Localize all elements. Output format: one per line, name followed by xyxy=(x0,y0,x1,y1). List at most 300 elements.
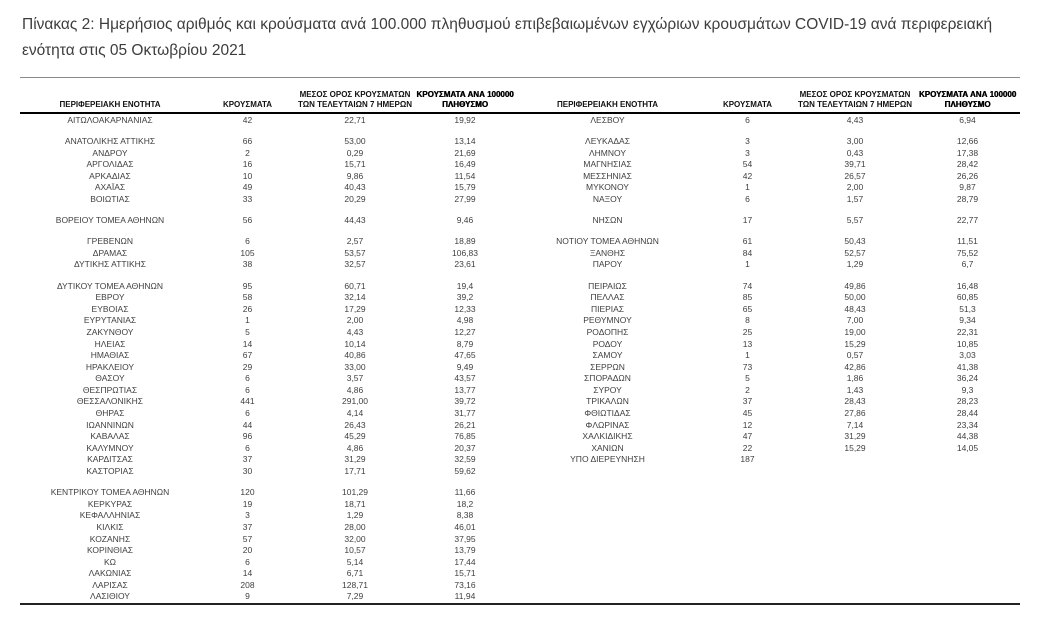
value-cell: 0,29 xyxy=(346,147,364,158)
region-name-cell: ΝΑΞΟΥ xyxy=(592,194,623,205)
region-name-cell: ΘΑΣΟΥ xyxy=(95,373,125,384)
value-cell: 14 xyxy=(242,568,253,579)
table-row xyxy=(20,487,1020,499)
value-cell: 5,57 xyxy=(846,215,864,226)
value-cell: 26,43 xyxy=(344,419,366,430)
value-cell: 45,29 xyxy=(344,431,366,442)
value-cell: 58 xyxy=(242,292,253,303)
value-cell: 7,00 xyxy=(846,315,864,326)
value-cell: 59,62 xyxy=(454,466,476,477)
table-row xyxy=(20,327,1020,339)
table-body xyxy=(20,114,1020,603)
region-name-cell: ΜΑΓΝΗΣΙΑΣ xyxy=(583,159,632,170)
value-cell: 37 xyxy=(242,521,253,532)
value-cell: 27,86 xyxy=(844,408,866,419)
table-gap-row xyxy=(20,478,1020,488)
value-cell: 15,71 xyxy=(344,159,366,170)
value-cell: 20,29 xyxy=(344,194,366,205)
region-name-cell: ΡΟΔΟΠΗΣ xyxy=(586,326,629,337)
value-cell: 26 xyxy=(242,303,253,314)
value-cell xyxy=(795,591,915,603)
value-cell: 1,86 xyxy=(846,373,864,384)
value-cell xyxy=(700,534,795,546)
region-name-cell: ΚΕΦΑΛΛΗΝΙΑΣ xyxy=(79,510,141,521)
region-name-cell: ΦΘΙΩΤΙΔΑΣ xyxy=(584,408,631,419)
value-cell: 4,43 xyxy=(846,115,864,125)
value-cell: 6 xyxy=(245,442,250,453)
value-cell: 25 xyxy=(742,326,753,337)
region-name-cell: ΘΕΣΠΡΩΤΙΑΣ xyxy=(82,384,138,395)
region-name-cell: ΝΟΤΙΟΥ ΤΟΜΕΑ ΑΘΗΝΩΝ xyxy=(556,236,659,247)
value-cell: 40,43 xyxy=(344,182,366,193)
value-cell: 15,79 xyxy=(454,182,476,193)
value-cell: 15,71 xyxy=(454,568,476,579)
table-row xyxy=(20,373,1020,385)
table-row xyxy=(20,304,1020,316)
value-cell xyxy=(795,454,915,466)
table-row xyxy=(20,339,1020,351)
value-cell: 85 xyxy=(742,292,753,303)
region-name-cell xyxy=(515,510,700,522)
value-cell: 44 xyxy=(242,419,253,430)
col-header-per-100k-right: ΚΡΟΥΣΜΑΤΑ ΑΝΑ 100000 ΠΛΗΘΥΣΜΟ xyxy=(918,90,1017,109)
value-cell: 42,86 xyxy=(844,361,866,372)
value-cell: 11,51 xyxy=(957,236,978,247)
region-name-cell xyxy=(515,545,700,557)
table-title-line2: ενότητα στις 05 Οκτωβρίου 2021 xyxy=(22,42,247,59)
region-name-cell xyxy=(515,580,700,592)
value-cell: 43,57 xyxy=(454,373,476,384)
region-name-cell xyxy=(515,557,700,569)
value-cell: 12,27 xyxy=(454,326,476,337)
value-cell xyxy=(915,591,1020,603)
value-cell: 28,23 xyxy=(956,396,979,407)
value-cell xyxy=(795,568,915,580)
region-name-cell: ΣΑΜΟΥ xyxy=(592,350,623,361)
value-cell: 19 xyxy=(242,498,253,509)
table-row xyxy=(20,420,1020,432)
value-cell: 32,00 xyxy=(344,533,366,544)
region-name-cell: ΚΕΡΚΥΡΑΣ xyxy=(87,498,133,509)
value-cell: 10 xyxy=(242,170,253,181)
value-cell xyxy=(795,499,915,511)
value-cell: 28,00 xyxy=(344,521,366,532)
region-name-cell: ΖΑΚΥΝΘΟΥ xyxy=(86,326,134,337)
table-row xyxy=(20,510,1020,522)
value-cell: 28,79 xyxy=(956,194,979,205)
value-cell: 28,43 xyxy=(844,396,866,407)
value-cell: 3,57 xyxy=(346,373,364,384)
value-cell xyxy=(795,510,915,522)
value-cell xyxy=(795,580,915,592)
col-header-region-left: ΠΕΡΙΦΕΡΕΙΑΚΗ ΕΝΟΤΗΤΑ xyxy=(59,100,161,109)
table-row xyxy=(20,362,1020,374)
value-cell: 65 xyxy=(742,303,753,314)
value-cell xyxy=(915,522,1020,534)
table-row xyxy=(20,534,1020,546)
value-cell: 31,77 xyxy=(454,408,476,419)
region-name-cell: ΦΛΩΡΙΝΑΣ xyxy=(585,419,630,430)
value-cell: 5 xyxy=(745,373,750,384)
region-name-cell: ΛΑΣΙΘΙΟΥ xyxy=(90,591,130,602)
value-cell: 44,43 xyxy=(344,215,366,226)
value-cell: 42 xyxy=(242,115,253,125)
value-cell: 57 xyxy=(242,533,253,544)
value-cell: 2,57 xyxy=(346,236,364,247)
value-cell: 96 xyxy=(242,431,253,442)
value-cell: 26,57 xyxy=(844,170,866,181)
value-cell: 3 xyxy=(745,147,750,158)
table-gap-row xyxy=(20,227,1020,237)
value-cell: 26,26 xyxy=(956,170,979,181)
region-name-cell xyxy=(515,568,700,580)
value-cell: 3 xyxy=(245,510,250,521)
value-cell xyxy=(915,466,1020,478)
value-cell: 7,14 xyxy=(846,419,864,430)
region-name-cell: ΔΥΤΙΚΗΣ ΑΤΤΙΚΗΣ xyxy=(73,259,147,270)
region-name-cell xyxy=(515,534,700,546)
value-cell: 2 xyxy=(745,384,750,395)
table-row xyxy=(20,499,1020,511)
value-cell: 17,29 xyxy=(344,303,366,314)
value-cell: 16 xyxy=(242,159,253,170)
value-cell: 15,29 xyxy=(844,338,866,349)
value-cell: 9,86 xyxy=(346,170,364,181)
region-name-cell: ΚΕΝΤΡΙΚΟΥ ΤΟΜΕΑ ΑΘΗΝΩΝ xyxy=(50,487,170,498)
value-cell: 10,14 xyxy=(344,338,366,349)
region-name-cell: ΛΑΚΩΝΙΑΣ xyxy=(88,568,132,579)
value-cell xyxy=(915,545,1020,557)
table-row xyxy=(20,557,1020,569)
table-row xyxy=(20,315,1020,327)
table-row xyxy=(20,136,1020,148)
region-name-cell: ΠΕΛΛΑΣ xyxy=(590,292,625,303)
region-name-cell: ΠΙΕΡΙΑΣ xyxy=(590,303,625,314)
region-name-cell: ΔΥΤΙΚΟΥ ΤΟΜΕΑ ΑΘΗΝΩΝ xyxy=(56,280,164,291)
region-name-cell: ΗΡΑΚΛΕΙΟΥ xyxy=(85,361,135,372)
value-cell: 13 xyxy=(742,338,753,349)
table-row xyxy=(20,115,1020,127)
region-name-cell: ΣΕΡΡΩΝ xyxy=(590,361,625,372)
col-header-cases-left: ΚΡΟΥΣΜΑΤΑ xyxy=(222,100,273,109)
value-cell xyxy=(700,591,795,603)
value-cell: 4,14 xyxy=(346,408,364,419)
value-cell: 5 xyxy=(245,326,250,337)
value-cell: 22,77 xyxy=(956,215,979,226)
value-cell: 2,00 xyxy=(846,182,864,193)
value-cell: 10,85 xyxy=(956,338,979,349)
value-cell: 22 xyxy=(742,442,753,453)
region-name-cell: ΠΕΙΡΑΙΩΣ xyxy=(588,280,627,291)
region-name-cell xyxy=(515,499,700,511)
value-cell: 4,86 xyxy=(346,384,364,395)
region-name-cell xyxy=(515,487,700,499)
region-name-cell: ΗΛΕΙΑΣ xyxy=(94,338,126,349)
value-cell: 39,72 xyxy=(454,396,476,407)
col-header-7day-avg-right: ΜΕΣΟΣ ΟΡΟΣ ΚΡΟΥΣΜΑΤΩΝ ΤΩΝ ΤΕΛΕΥΤΑΙΩΝ 7 ΗΜΕΡΩΝ xyxy=(797,90,913,109)
value-cell: 1 xyxy=(745,350,750,361)
value-cell xyxy=(795,557,915,569)
table-row xyxy=(20,259,1020,271)
region-name-cell: ΓΡΕΒΕΝΩΝ xyxy=(87,236,133,247)
value-cell: 7,29 xyxy=(346,591,364,602)
value-cell xyxy=(795,545,915,557)
value-cell: 6 xyxy=(245,408,250,419)
value-cell xyxy=(915,580,1020,592)
region-name-cell: ΛΑΡΙΣΑΣ xyxy=(92,579,128,590)
value-cell: 12,66 xyxy=(956,136,979,147)
value-cell: 67 xyxy=(242,350,253,361)
value-cell: 120 xyxy=(240,487,255,498)
value-cell: 2 xyxy=(245,147,250,158)
value-cell: 51,3 xyxy=(959,303,976,314)
value-cell: 13,14 xyxy=(454,136,476,147)
region-name-cell: ΕΥΒΟΙΑΣ xyxy=(91,303,129,314)
value-cell xyxy=(700,545,795,557)
region-name-cell: ΘΗΡΑΣ xyxy=(95,408,125,419)
table-header-row xyxy=(20,78,1020,114)
value-cell: 60,85 xyxy=(956,292,979,303)
value-cell: 31,29 xyxy=(844,431,866,442)
value-cell: 0,43 xyxy=(846,147,864,158)
value-cell: 26,21 xyxy=(454,419,476,430)
region-name-cell: ΠΑΡΟΥ xyxy=(592,259,623,270)
value-cell: 30 xyxy=(242,466,253,477)
table-row xyxy=(20,466,1020,478)
value-cell: 3 xyxy=(745,136,750,147)
table-row xyxy=(20,443,1020,455)
value-cell: 28,42 xyxy=(956,159,979,170)
value-cell: 6,71 xyxy=(346,568,364,579)
table-row xyxy=(20,454,1020,466)
value-cell xyxy=(795,522,915,534)
value-cell: 8,38 xyxy=(456,510,474,521)
value-cell: 32,57 xyxy=(344,259,366,270)
value-cell xyxy=(700,499,795,511)
table-gap-row xyxy=(20,127,1020,137)
value-cell: 6 xyxy=(745,194,750,205)
value-cell: 6 xyxy=(245,384,250,395)
col-header-7day-avg-left: ΜΕΣΟΣ ΟΡΟΣ ΚΡΟΥΣΜΑΤΩΝ ΤΩΝ ΤΕΛΕΥΤΑΙΩΝ 7 ΗΜΕΡΩΝ xyxy=(297,90,413,109)
table-row xyxy=(20,182,1020,194)
value-cell: 105 xyxy=(240,247,255,258)
value-cell: 40,86 xyxy=(344,350,366,361)
value-cell: 1 xyxy=(745,182,750,193)
value-cell: 4,98 xyxy=(456,315,474,326)
value-cell: 106,83 xyxy=(452,247,478,258)
value-cell: 10,57 xyxy=(344,545,366,556)
value-cell: 4,43 xyxy=(346,326,364,337)
value-cell xyxy=(700,487,795,499)
value-cell: 45 xyxy=(742,408,753,419)
table-row xyxy=(20,545,1020,557)
value-cell: 75,52 xyxy=(956,247,979,258)
region-name-cell: ΚΑΛΥΜΝΟΥ xyxy=(86,442,134,453)
value-cell: 8,79 xyxy=(456,338,474,349)
value-cell: 44,38 xyxy=(956,431,979,442)
value-cell: 6 xyxy=(245,556,250,567)
value-cell: 33 xyxy=(242,194,253,205)
region-name-cell: ΞΑΝΘΗΣ xyxy=(589,247,626,258)
value-cell: 441 xyxy=(240,396,255,407)
region-name-cell: ΑΙΤΩΛΟΑΚΑΡΝΑΝΙΑΣ xyxy=(67,115,153,125)
value-cell: 0,57 xyxy=(846,350,864,361)
table-row xyxy=(20,292,1020,304)
region-name-cell: ΧΑΛΚΙΔΙΚΗΣ xyxy=(582,431,633,442)
value-cell: 74 xyxy=(742,280,753,291)
value-cell: 291,00 xyxy=(342,396,368,407)
value-cell xyxy=(700,580,795,592)
value-cell: 50,43 xyxy=(844,236,866,247)
table-row xyxy=(20,522,1020,534)
region-name-cell: ΘΕΣΣΑΛΟΝΙΚΗΣ xyxy=(76,396,144,407)
region-name-cell: ΣΠΟΡΑΔΩΝ xyxy=(584,373,631,384)
value-cell: 12,33 xyxy=(454,303,476,314)
value-cell: 14,05 xyxy=(956,442,979,453)
table-title-line1: Πίνακας 2: Ημερήσιος αριθμός και κρούσματα ανά 100.000 πληθυσμού επιβεβαιωμένων εγχώριων κρουσμάτων COVID-19 ανά περιφερειακή xyxy=(22,16,993,33)
table-row xyxy=(20,148,1020,160)
table-gap-row xyxy=(20,271,1020,281)
value-cell: 23,34 xyxy=(956,419,979,430)
value-cell: 31,29 xyxy=(344,454,366,465)
value-cell: 29 xyxy=(242,361,253,372)
value-cell: 4,86 xyxy=(346,442,364,453)
value-cell: 50,00 xyxy=(844,292,866,303)
region-name-cell: ΚΑΣΤΟΡΙΑΣ xyxy=(86,466,134,477)
value-cell: 6 xyxy=(245,236,250,247)
value-cell: 1,57 xyxy=(846,194,864,205)
region-name-cell: ΣΥΡΟΥ xyxy=(593,384,622,395)
region-name-cell: ΜΥΚΟΝΟΥ xyxy=(586,182,629,193)
value-cell xyxy=(915,534,1020,546)
value-cell: 52,57 xyxy=(844,247,866,258)
region-name-cell: ΔΡΑΜΑΣ xyxy=(92,247,128,258)
table-row xyxy=(20,396,1020,408)
value-cell: 32,59 xyxy=(454,454,476,465)
table-row xyxy=(20,171,1020,183)
value-cell: 16,49 xyxy=(454,159,476,170)
value-cell: 32,14 xyxy=(344,292,366,303)
value-cell: 6 xyxy=(745,115,750,125)
region-name-cell xyxy=(515,591,700,603)
value-cell: 11,66 xyxy=(454,487,476,498)
value-cell: 54 xyxy=(742,159,753,170)
value-cell: 17,38 xyxy=(956,147,979,158)
covid-cases-table xyxy=(20,77,1020,605)
value-cell: 9,46 xyxy=(456,215,474,226)
region-name-cell: ΑΝΑΤΟΛΙΚΗΣ ΑΤΤΙΚΗΣ xyxy=(64,136,156,147)
value-cell: 1,43 xyxy=(846,384,864,395)
value-cell: 208 xyxy=(240,579,255,590)
table-row xyxy=(20,159,1020,171)
region-name-cell: ΛΗΜΝΟΥ xyxy=(588,147,627,158)
region-name-cell: ΛΕΣΒΟΥ xyxy=(590,115,625,125)
value-cell: 11,94 xyxy=(454,591,476,602)
value-cell: 48,43 xyxy=(844,303,866,314)
region-name-cell: ΕΒΡΟΥ xyxy=(95,292,125,303)
table-row xyxy=(20,194,1020,206)
value-cell: 53,00 xyxy=(344,136,366,147)
value-cell: 3,00 xyxy=(846,136,864,147)
value-cell: 9 xyxy=(245,591,250,602)
table-row xyxy=(20,431,1020,443)
region-name-cell: ΑΧΑΪΑΣ xyxy=(94,182,126,193)
value-cell xyxy=(700,510,795,522)
value-cell: 61 xyxy=(742,236,753,247)
region-name-cell: ΗΜΑΘΙΑΣ xyxy=(90,350,130,361)
value-cell: 19,92 xyxy=(454,115,476,125)
region-name-cell xyxy=(515,522,700,534)
value-cell: 18,2 xyxy=(456,498,474,509)
value-cell: 17,44 xyxy=(454,556,476,567)
region-name-cell: ΤΡΙΚΑΛΩΝ xyxy=(586,396,629,407)
value-cell: 11,54 xyxy=(454,170,476,181)
value-cell xyxy=(700,568,795,580)
value-cell: 76,85 xyxy=(454,431,476,442)
region-name-cell xyxy=(515,466,700,478)
value-cell: 19,4 xyxy=(456,280,474,291)
value-cell: 6,94 xyxy=(959,115,976,125)
region-name-cell: ΚΙΛΚΙΣ xyxy=(96,521,124,532)
region-name-cell: ΡΕΘΥΜΝΟΥ xyxy=(583,315,632,326)
value-cell: 187 xyxy=(740,454,755,465)
value-cell: 33,00 xyxy=(344,361,366,372)
value-cell: 53,57 xyxy=(344,247,366,258)
col-header-region-right: ΠΕΡΙΦΕΡΕΙΑΚΗ ΕΝΟΤΗΤΑ xyxy=(556,100,659,109)
value-cell: 73,16 xyxy=(454,579,476,590)
value-cell: 17,71 xyxy=(344,466,366,477)
value-cell: 15,29 xyxy=(844,442,866,453)
value-cell: 19,00 xyxy=(844,326,866,337)
value-cell xyxy=(915,499,1020,511)
value-cell: 13,77 xyxy=(454,384,476,395)
region-name-cell: ΑΡΓΟΛΙΔΑΣ xyxy=(86,159,134,170)
value-cell: 1 xyxy=(745,259,750,270)
col-header-per-100k-left: ΚΡΟΥΣΜΑΤΑ ΑΝΑ 100000 ΠΛΗΘΥΣΜΟ xyxy=(416,90,514,109)
value-cell: 20,37 xyxy=(454,442,476,453)
value-cell xyxy=(915,557,1020,569)
value-cell: 20 xyxy=(242,545,253,556)
value-cell: 16,48 xyxy=(956,280,979,291)
table-row xyxy=(20,408,1020,420)
value-cell xyxy=(700,466,795,478)
value-cell: 46,01 xyxy=(454,521,476,532)
value-cell: 49,86 xyxy=(844,280,866,291)
value-cell: 18,71 xyxy=(344,498,366,509)
value-cell: 73 xyxy=(742,361,753,372)
table-row xyxy=(20,591,1020,603)
region-name-cell: ΧΑΝΙΩΝ xyxy=(591,442,624,453)
value-cell: 1,29 xyxy=(846,259,864,270)
value-cell: 9,87 xyxy=(959,182,976,193)
table-row xyxy=(20,580,1020,592)
value-cell: 60,71 xyxy=(344,280,366,291)
value-cell: 9,34 xyxy=(959,315,976,326)
value-cell xyxy=(915,454,1020,466)
region-name-cell: ΚΑΒΑΛΑΣ xyxy=(90,431,130,442)
value-cell xyxy=(700,522,795,534)
region-name-cell: ΛΕΥΚΑΔΑΣ xyxy=(585,136,630,147)
region-name-cell: ΥΠΟ ΔΙΕΡΕΥΝΗΣΗ xyxy=(570,454,645,465)
table-row xyxy=(20,248,1020,260)
region-name-cell: ΒΟΙΩΤΙΑΣ xyxy=(90,194,130,205)
value-cell: 39,71 xyxy=(844,159,866,170)
value-cell: 101,29 xyxy=(342,487,368,498)
region-name-cell: ΕΥΡΥΤΑΝΙΑΣ xyxy=(83,315,137,326)
value-cell: 47,65 xyxy=(454,350,476,361)
table-row xyxy=(20,236,1020,248)
value-cell: 23,61 xyxy=(454,259,476,270)
